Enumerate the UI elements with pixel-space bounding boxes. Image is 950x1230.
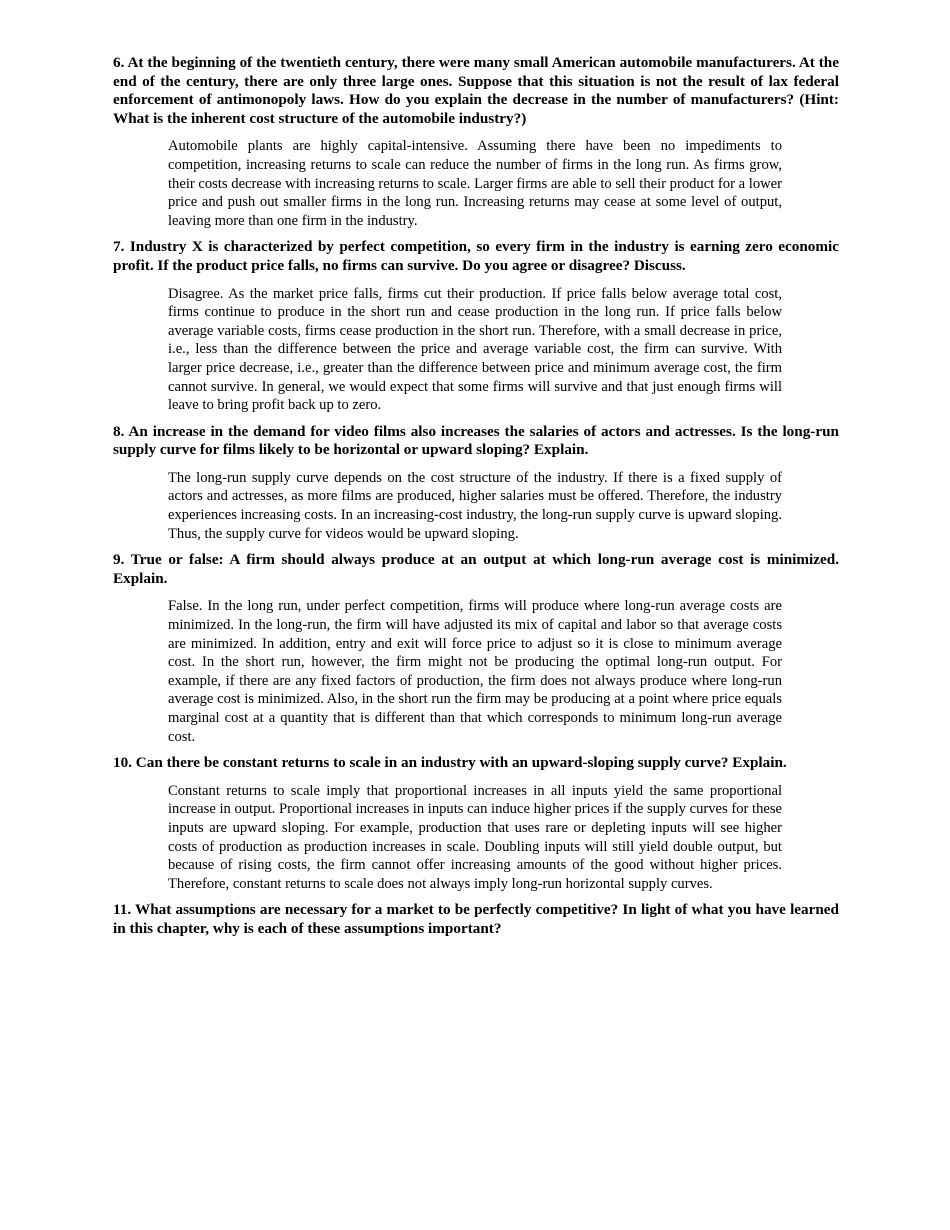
question-block-11: [113, 901, 839, 938]
question-10: 10. Can there be constant returns to scale in an industry with an upward-sloping supply curve? Explain.: [113, 754, 787, 772]
answer-10: Constant returns to scale imply that proportional increases in all inputs yield the same proportional increase in output. Proportional increases in inputs can induce higher prices if the supply curves for these inputs are upward sloping. For example, production that uses rare or depleting inputs will see higher costs of production as production increases in scale. Doubling inputs will still yield double output, but because of rising costs, the firm cannot offer increasing amounts of the good without higher prices. Therefore, constant returns to scale does not always imply long-run horizontal supply curves.: [168, 782, 782, 892]
answer-7: Disagree. As the market price falls, firms cut their production. If price falls below average total cost, firms continue to produce in the short run and cease production in the long run. If price falls below average variable costs, firms cease production in the short run. Therefore, with a small decrease in price, i.e., less than the difference between the price and average variable cost, the firm can survive. With larger price decrease, i.e., greater than the difference between price and minimum average cost, the firm cannot survive. In general, we would expect that some firms will survive and that just enough firms will leave to bring profit back up to zero.: [168, 285, 782, 414]
question-9: 9. True or false: A firm should always produce at an output at which long-run average cost is minimized. Explain.: [113, 551, 839, 587]
question-7: 7. Industry X is characterized by perfect competition, so every firm in the industry is earning zero economic profit. If the product price falls, no firms can survive. Do you agree or disagree? Discuss.: [113, 238, 839, 274]
question-11: 11. What assumptions are necessary for a market to be perfectly competitive? In light of what you have learned in this chapter, why is each of these assumptions important?: [113, 901, 839, 937]
answer-8: The long-run supply curve depends on the cost structure of the industry. If there is a fixed supply of actors and actresses, as more films are produced, higher salaries must be offered. Therefore, the industry experiences increasing costs. In an increasing-cost industry, the long-run supply curve is upward sloping. Thus, the supply curve for videos would be upward sloping.: [168, 469, 782, 542]
question-block-6: [113, 54, 839, 230]
question-block-10: [113, 754, 839, 893]
question-8: 8. An increase in the demand for video films also increases the salaries of actors and actresses. Is the long-run supply curve for films likely to be horizontal or upward sloping? Explain.: [113, 422, 839, 459]
answer-9: False. In the long run, under perfect competition, firms will produce where long-run average costs are minimized. In the long-run, the firm will have adjusted its mix of capital and labor so that average costs are minimized. In addition, entry and exit will force price to adjust so it is close to minimum average cost. In the short run, however, the firm might not be producing the optimal long-run output. For example, if there are any fixed factors of production, the firm does not always produce where long-run average cost is minimized. Also, in the short run the firm may be producing at a point where price equals marginal cost at a quantity that is different than that which corresponds to minimum long-run average cost.: [168, 598, 782, 745]
question-block-8: [113, 423, 839, 544]
question-block-9: [113, 551, 839, 746]
document-page: [113, 54, 839, 939]
question-6: 6. At the beginning of the twentieth century, there were many small American automobile manufacturers. At the end of the century, there are only three large ones. Suppose that this situation is not the result of lax federal enforcement of antimonopoly laws. How do you explain the decrease in the number of manufacturers? (Hint: What is the inherent cost structure of the automobile industry?): [113, 54, 839, 127]
question-block-7: [113, 238, 839, 414]
answer-6: Automobile plants are highly capital-intensive. Assuming there have been no impediments to competition, increasing returns to scale can reduce the number of firms in the long run. As firms grow, their costs decrease with increasing returns to scale. Larger firms are able to sell their product for a lower price and push out smaller firms in the long run. Increasing returns may cease at some level of output, leaving more than one firm in the industry.: [168, 138, 782, 229]
